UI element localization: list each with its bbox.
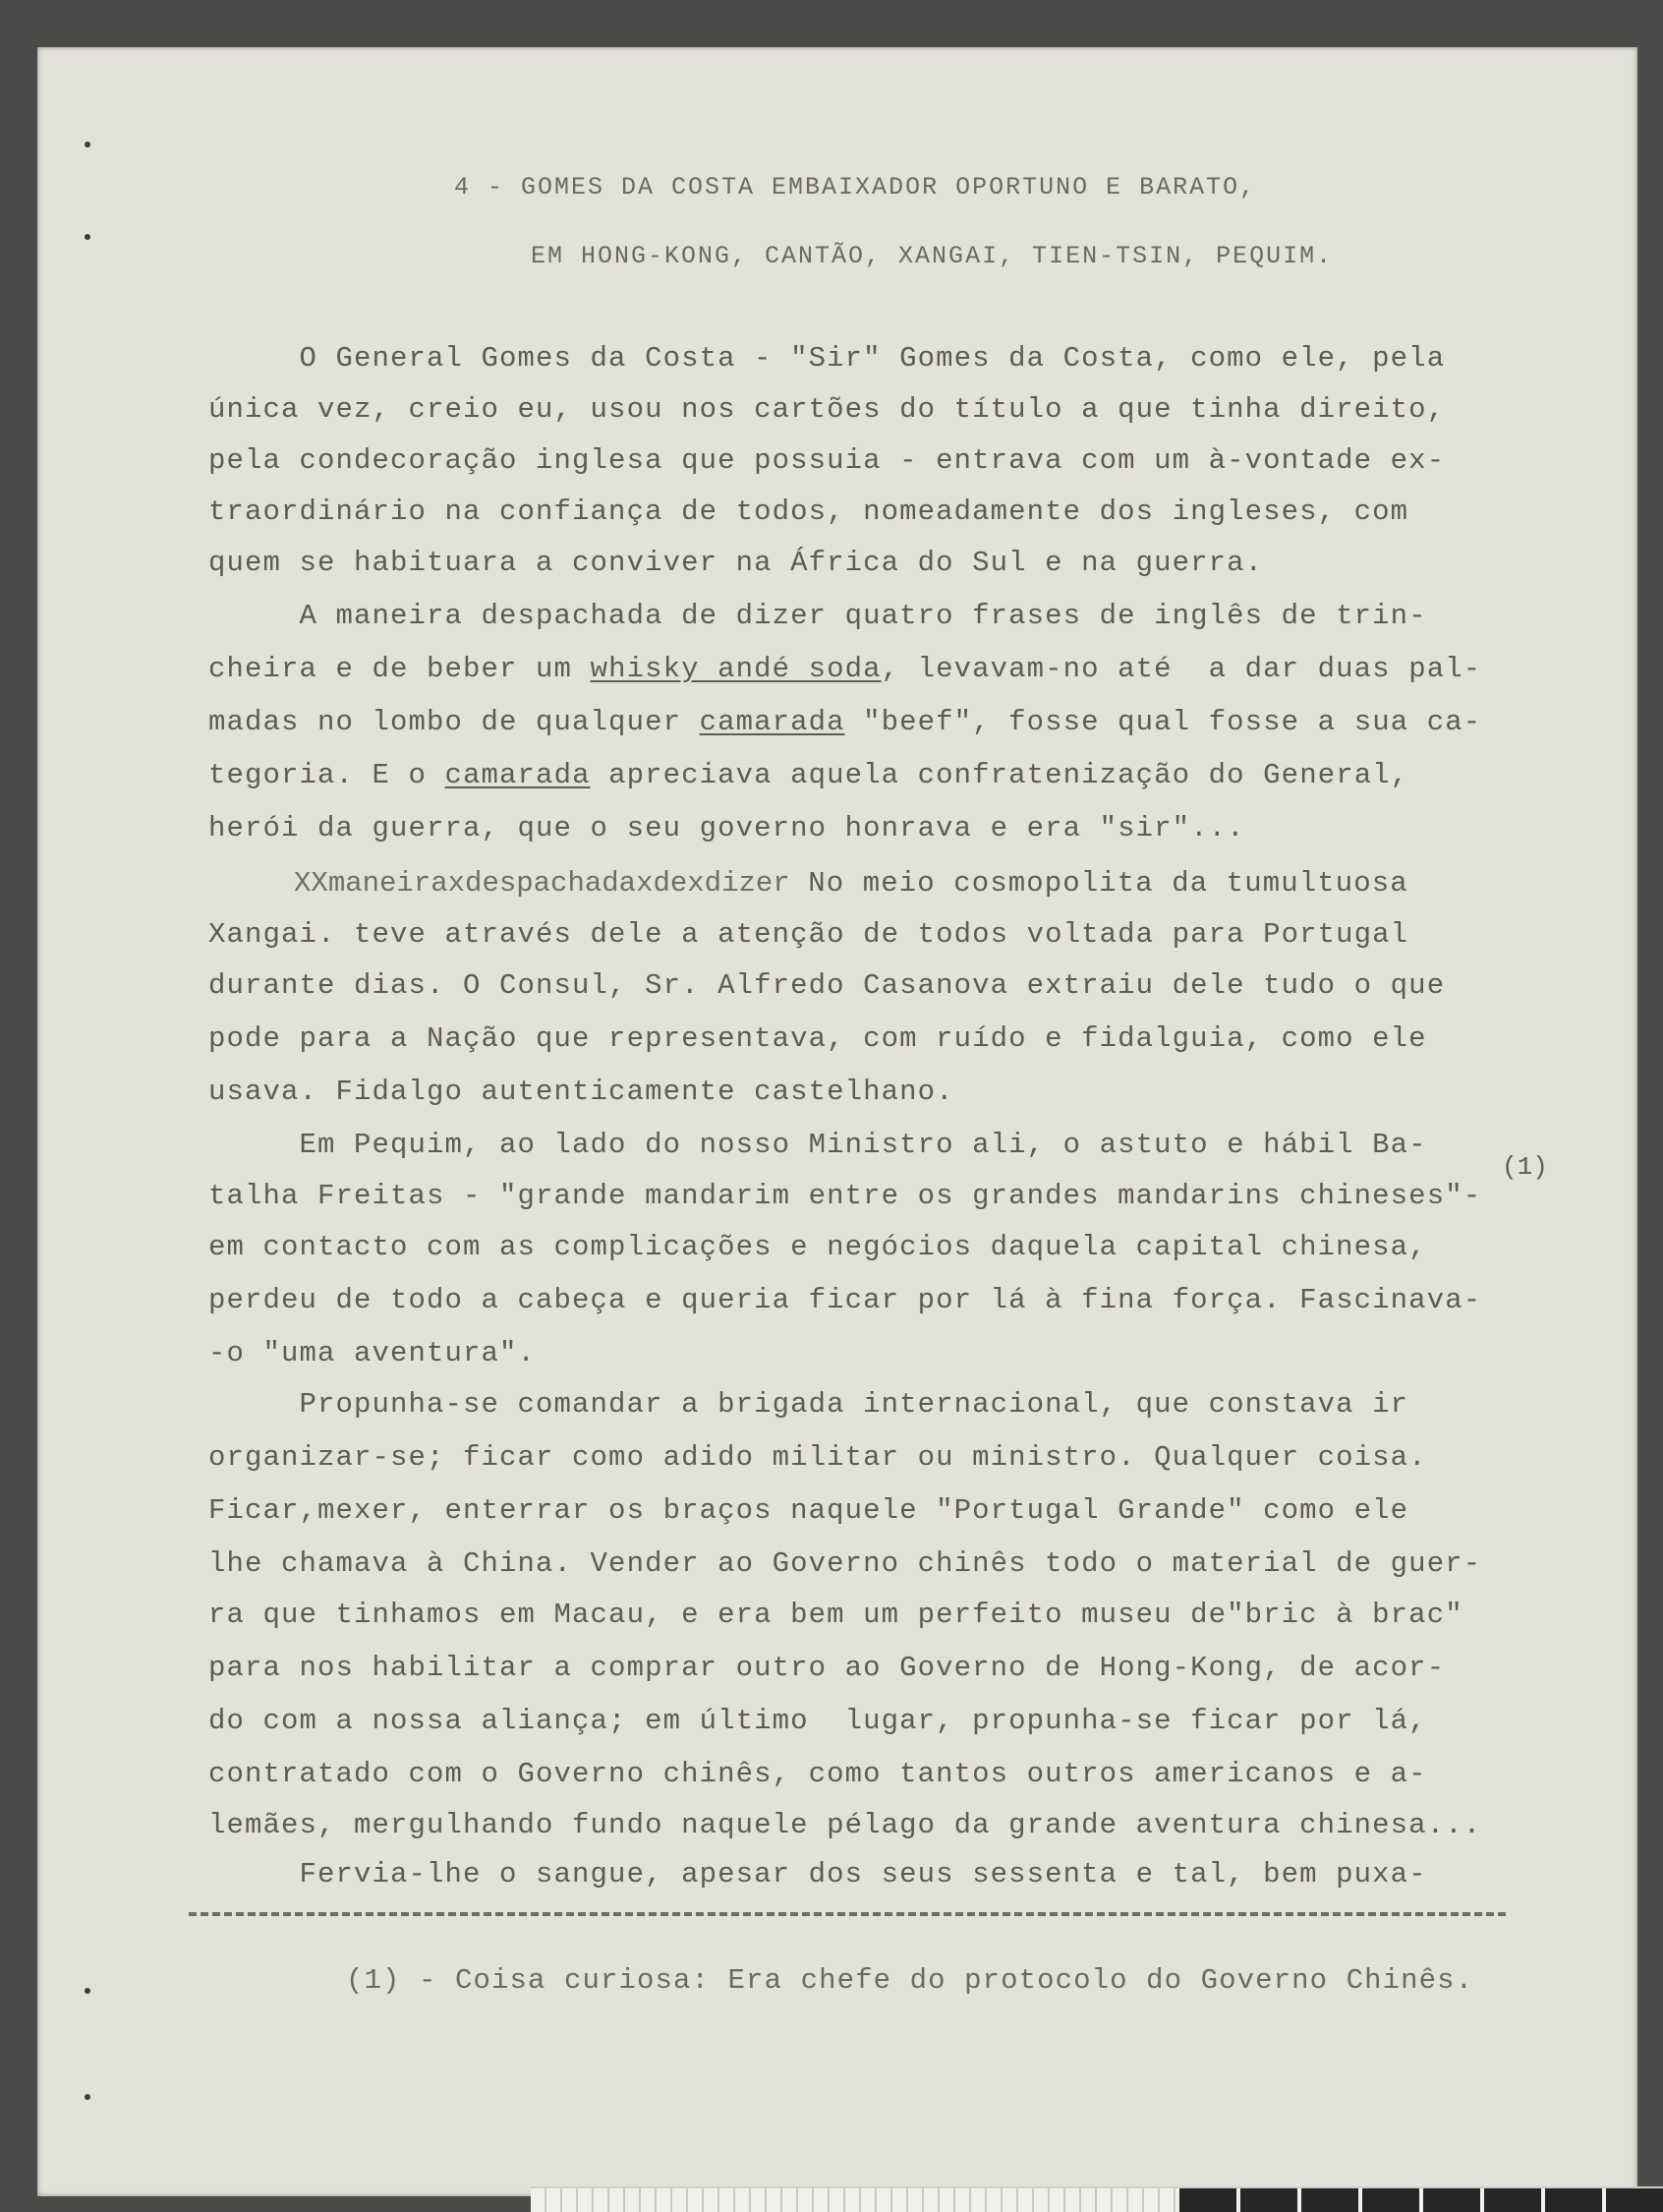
body-line: perdeu de todo a cabeça e queria ficar por lá à fina força. Fascinava- — [208, 1284, 1482, 1316]
punch-hole — [85, 2094, 90, 2100]
body-line: Fervia-lhe o sangue, apesar dos seus sessenta e tal, bem puxa- — [208, 1858, 1427, 1891]
body-line: lhe chamava à China. Vender ao Governo chinês todo o material de guer- — [208, 1547, 1482, 1580]
body-line: Ficar,mexer, enterrar os braços naquele "Portugal Grande" como ele — [208, 1494, 1409, 1527]
body-line: quem se habituara a conviver na África do Sul e na guerra. — [208, 547, 1264, 579]
text-span: No meio cosmopolita da tumultuosa — [789, 867, 1408, 900]
footnote-separator — [189, 1912, 1506, 1916]
scale-ruler — [531, 2186, 1663, 2212]
body-line: O General Gomes da Costa - "Sir" Gomes da Costa, como ele, pela — [208, 342, 1446, 375]
body-line: herói da guerra, que o seu governo honrava e era "sir"... — [208, 812, 1245, 844]
punch-hole — [85, 1988, 90, 1994]
body-line — [208, 653, 1481, 685]
chapter-title-line-2: EM HONG-KONG, CANTÃO, XANGAI, TIEN-TSIN, PEQUIM. — [531, 242, 1334, 270]
punch-hole — [85, 142, 90, 147]
footnote-text: (1) - Coisa curiosa: Era chefe do protocolo do Governo Chinês. — [346, 1964, 1474, 1997]
body-line — [208, 759, 1408, 791]
text-span: cheira e de beber um — [208, 653, 591, 685]
body-line: única vez, creio eu, usou nos cartões do título a que tinha direito, — [208, 393, 1446, 426]
body-line: usava. Fidalgo autenticamente castelhano. — [208, 1076, 954, 1108]
underlined-word: camarada — [444, 759, 591, 791]
underlined-phrase: whisky andé soda — [590, 653, 882, 685]
body-line: contratado com o Governo chinês, como tantos outros americanos e a- — [208, 1758, 1427, 1790]
chapter-title-line-1: 4 - GOMES DA COSTA EMBAIXADOR OPORTUNO E BARATO, — [454, 173, 1257, 202]
text-span: tegoria. E o — [208, 759, 445, 791]
body-line: durante dias. O Consul, Sr. Alfredo Casanova extraiu dele tudo o que — [208, 969, 1446, 1002]
struck-out-text: XXmaneiraxdespachadaxdexdizer — [208, 867, 790, 900]
text-span: apreciava aquela confratenização do General, — [590, 759, 1409, 791]
body-line: ra que tinhamos em Macau, e era bem um perfeito museu de"bric à brac" — [208, 1599, 1463, 1631]
body-line: do com a nossa aliança; em último lugar, propunha-se ficar por lá, — [208, 1705, 1427, 1737]
body-line: lemães, mergulhando fundo naquele pélago da grande aventura chinesa... — [208, 1809, 1482, 1841]
text-span: , levavam-no até a dar duas pal- — [881, 653, 1482, 685]
body-line: Propunha-se comandar a brigada internacional, que constava ir — [208, 1388, 1409, 1421]
body-line — [208, 706, 1481, 738]
body-line: Xangai. teve através dele a atenção de todos voltada para Portugal — [208, 918, 1409, 951]
text-span: madas no lombo de qualquer — [208, 706, 700, 738]
body-line: para nos habilitar a comprar outro ao Governo de Hong-Kong, de acor- — [208, 1652, 1446, 1684]
body-line: -o "uma aventura". — [208, 1337, 537, 1369]
footnote-marker: (1) — [1502, 1152, 1548, 1182]
punch-hole — [85, 234, 90, 240]
body-line — [208, 867, 1408, 900]
body-line: talha Freitas - "grande mandarim entre os grandes mandarins chineses"- — [208, 1180, 1482, 1212]
body-line: pela condecoração inglesa que possuia - entrava com um à-vontade ex- — [208, 444, 1446, 477]
body-line: pode para a Nação que representava, com ruído e fidalguia, como ele — [208, 1022, 1427, 1055]
scale-ruler-dark-segment — [1179, 2188, 1663, 2212]
body-line: Em Pequim, ao lado do nosso Ministro ali, o astuto e hábil Ba- — [208, 1129, 1427, 1161]
underlined-word: camarada — [699, 706, 845, 738]
text-span: "beef", fosse qual fosse a sua ca- — [844, 706, 1482, 738]
body-line: em contacto com as complicações e negócios daquela capital chinesa, — [208, 1231, 1427, 1263]
body-line: traordinário na confiança de todos, nomeadamente dos ingleses, com — [208, 495, 1409, 528]
body-line: organizar-se; ficar como adido militar ou ministro. Qualquer coisa. — [208, 1441, 1427, 1474]
body-line: A maneira despachada de dizer quatro frases de inglês de trin- — [208, 600, 1427, 632]
